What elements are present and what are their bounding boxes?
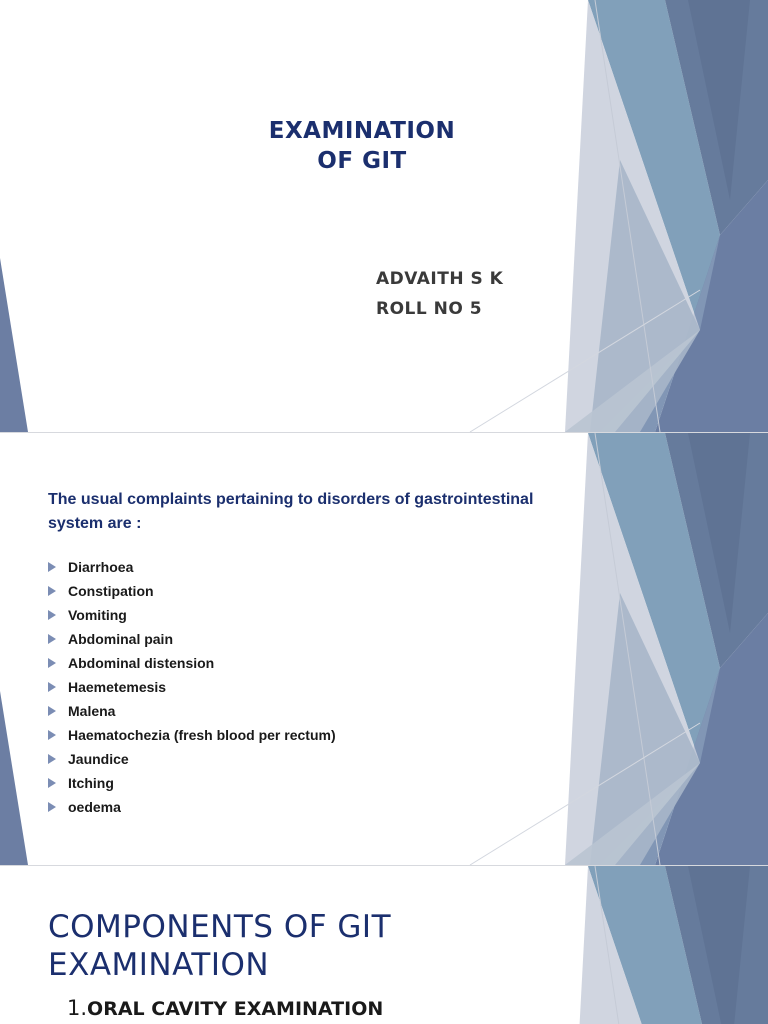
triangle-bullet-icon [48, 778, 56, 788]
list-item-label: Vomiting [68, 607, 127, 623]
list-item-label: Haematochezia (fresh blood per rectum) [68, 727, 336, 743]
author-name: ADVAITH S K [376, 269, 504, 289]
triangle-bullet-icon [48, 802, 56, 812]
presentation-title [252, 116, 472, 176]
triangle-bullet-icon [48, 610, 56, 620]
list-item-label: Haemetemesis [68, 679, 167, 695]
list-item-label: Abdominal distension [68, 655, 215, 671]
list-item [48, 771, 336, 795]
title-line-1: EXAMINATION [268, 118, 456, 144]
title-line-2: OF GIT [317, 148, 407, 174]
component-item-label: ORAL CAVITY EXAMINATION [87, 998, 384, 1020]
list-item [48, 627, 336, 651]
components-title [48, 908, 391, 984]
triangle-bullet-icon [48, 634, 56, 644]
list-item [48, 651, 336, 675]
list-item-label: oedema [68, 799, 121, 815]
geometric-facet-decoration [0, 0, 768, 432]
triangle-bullet-icon [48, 562, 56, 572]
author-block [376, 264, 503, 324]
components-title-line-1: COMPONENTS OF GIT [48, 909, 392, 945]
list-item [48, 723, 336, 747]
title-slide [0, 0, 768, 432]
list-item [48, 675, 336, 699]
components-slide [0, 866, 768, 1024]
component-item-oral-cavity [67, 994, 383, 1023]
triangle-bullet-icon [48, 754, 56, 764]
complaints-intro [48, 488, 588, 536]
list-item-label: Abdominal pain [68, 631, 173, 647]
list-item [48, 579, 336, 603]
list-item-label: Malena [68, 703, 116, 719]
complaints-slide [0, 433, 768, 865]
triangle-bullet-icon [48, 658, 56, 668]
list-item-label: Jaundice [68, 751, 129, 767]
list-item [48, 603, 336, 627]
triangle-bullet-icon [48, 682, 56, 692]
roll-number: ROLL NO 5 [376, 299, 483, 319]
triangle-bullet-icon [48, 586, 56, 596]
list-item [48, 747, 336, 771]
list-item-label: Diarrhoea [68, 559, 134, 575]
complaints-list [48, 555, 336, 819]
intro-line-1: The usual complaints pertaining to disorders of gastrointestinal [48, 491, 534, 508]
list-item [48, 699, 336, 723]
component-item-number: 1. [67, 996, 88, 1020]
list-item [48, 555, 336, 579]
list-item-label: Constipation [68, 583, 154, 599]
triangle-bullet-icon [48, 730, 56, 740]
intro-line-2: system are : [48, 515, 142, 532]
triangle-bullet-icon [48, 706, 56, 716]
list-item-label: Itching [68, 775, 114, 791]
list-item [48, 795, 336, 819]
components-title-line-2: EXAMINATION [48, 947, 270, 983]
